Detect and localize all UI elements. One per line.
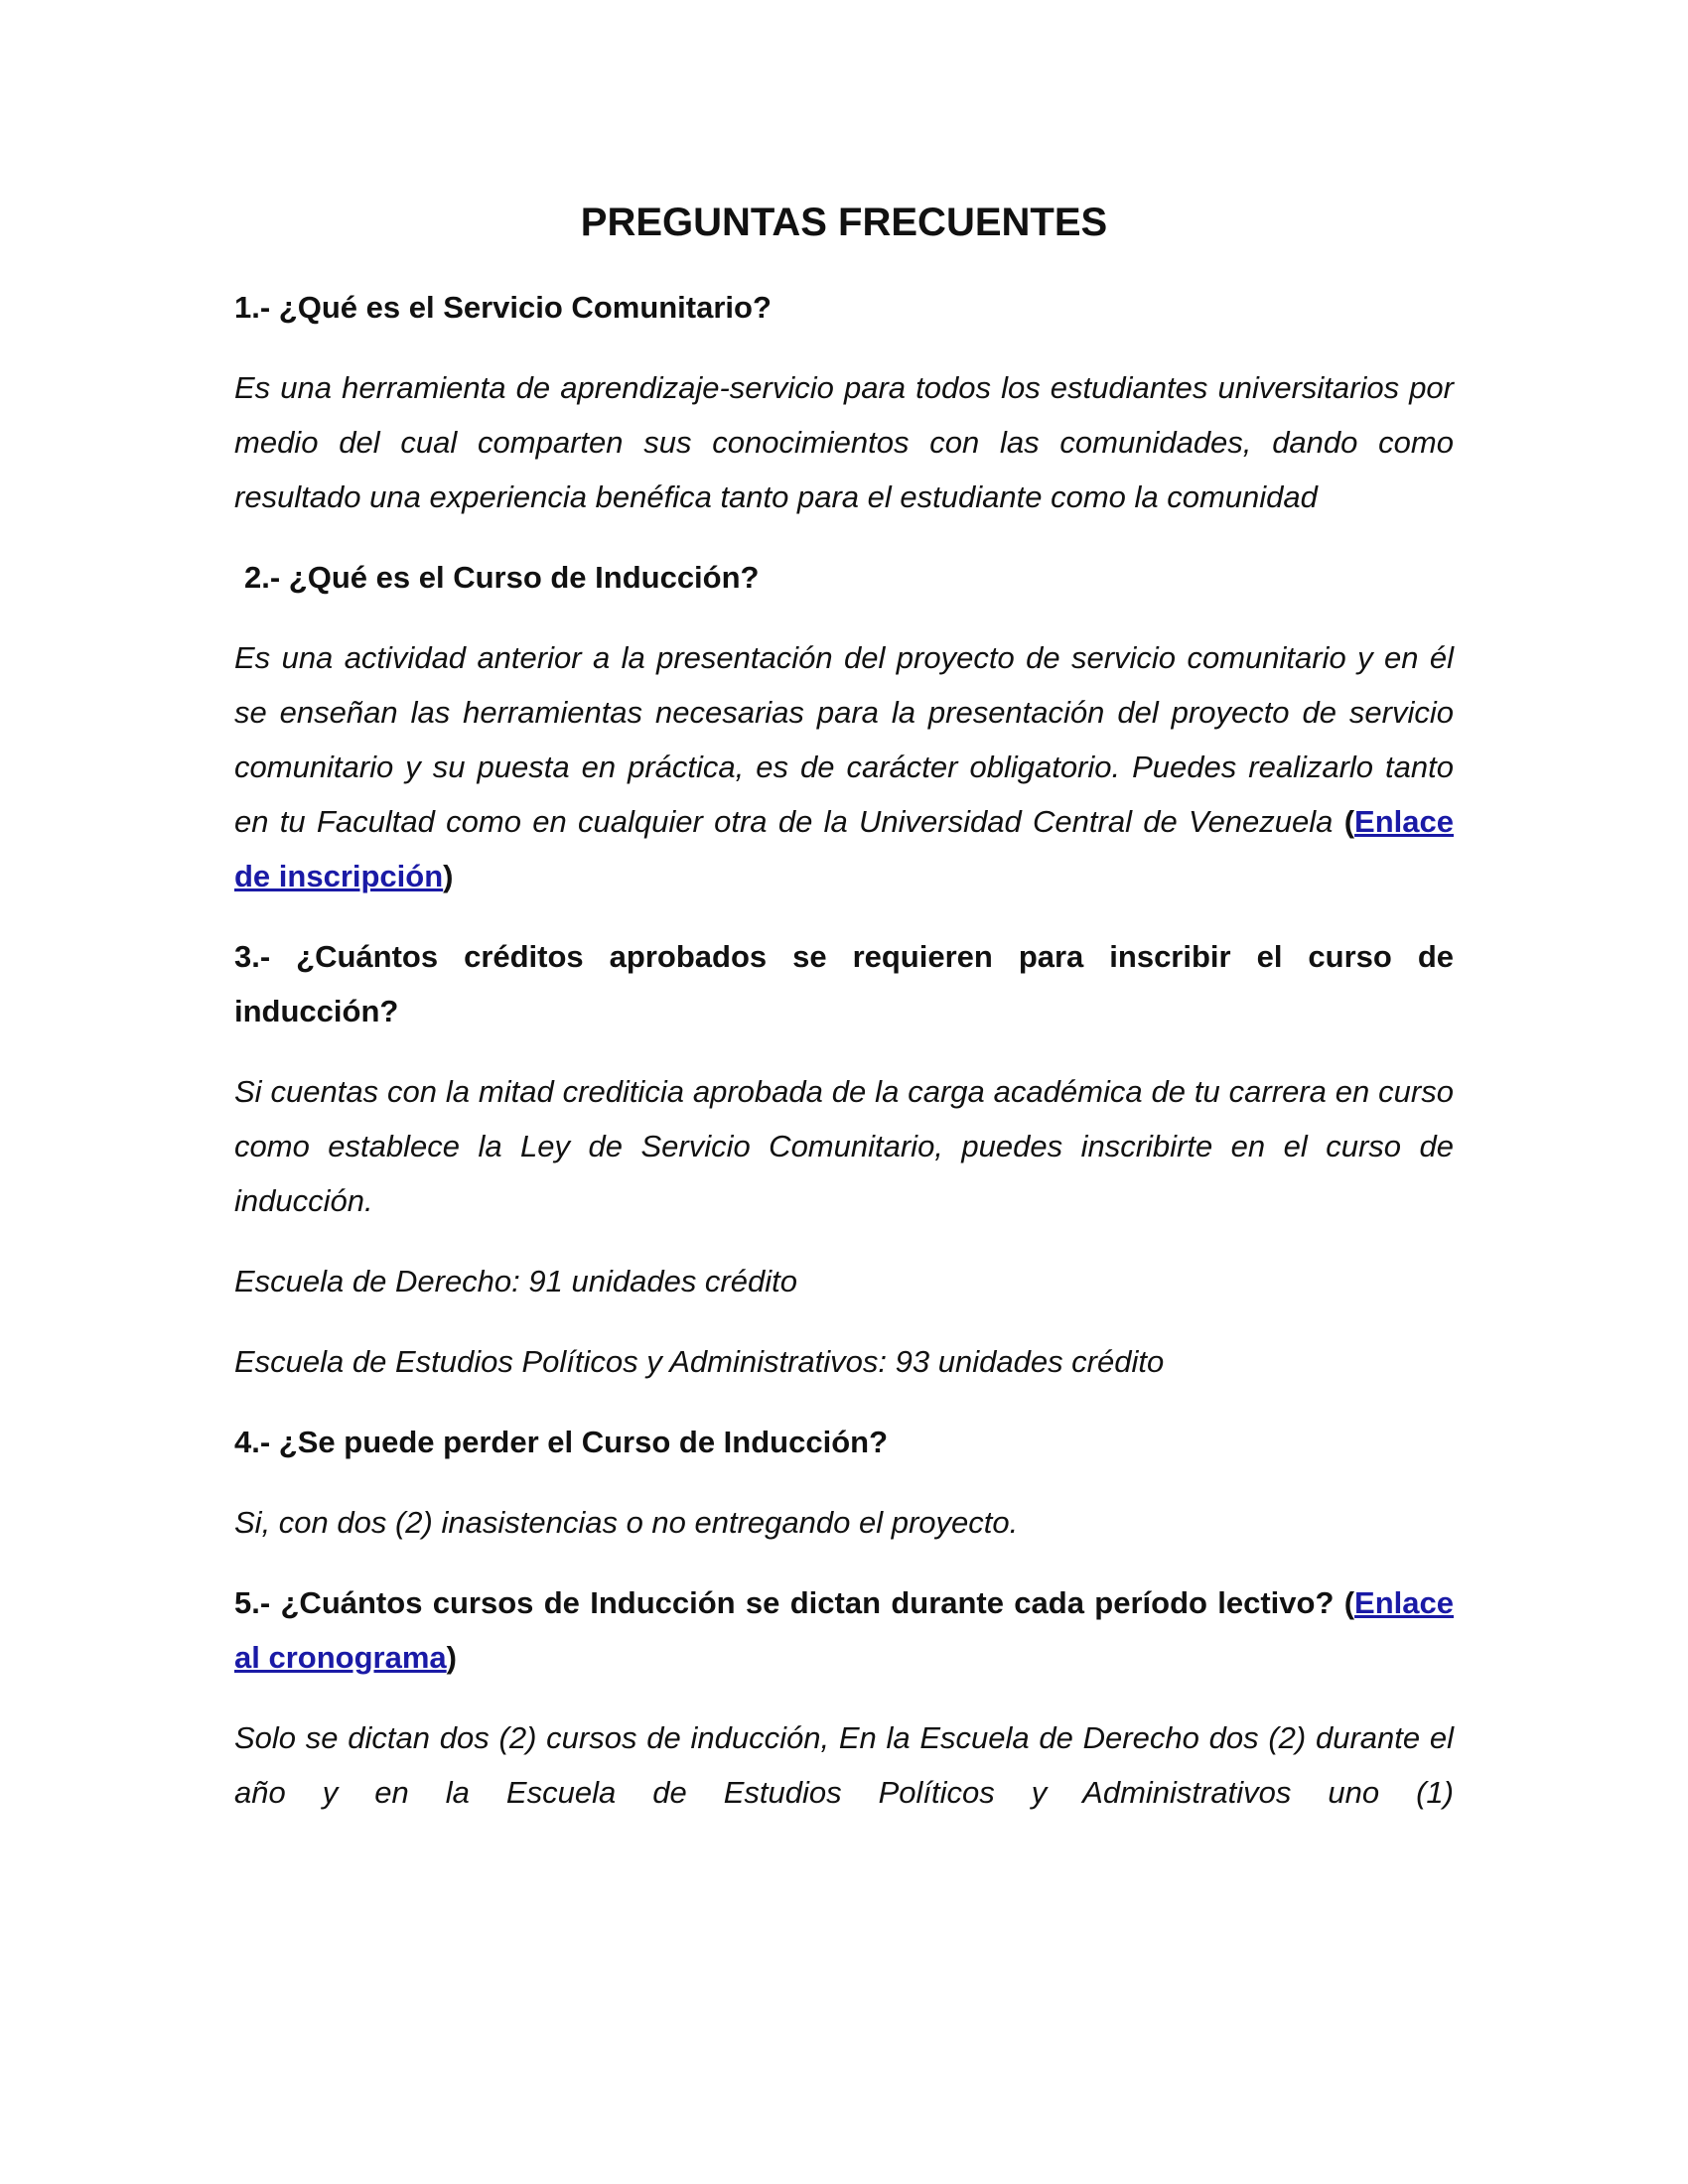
question-1: 1.- ¿Qué es el Servicio Comunitario?: [234, 290, 772, 325]
answer-5: Solo se dictan dos (2) cursos de inducción, En la Escuela de Derecho dos (2) durante el año y en la Escuela de Estudios Políticos y Administrativos uno (1): [234, 1720, 1454, 1810]
inscription-link[interactable]: Enlace de inscripción: [234, 804, 1454, 893]
answer-4: Si, con dos (2) inasistencias o no entregando el proyecto.: [234, 1505, 1019, 1540]
answer-3: Si cuentas con la mitad crediticia aprobada de la carga académica de tu carrera en curso como establece la Ley de Servicio Comunitario, puedes inscribirte en el curso de inducción.: [234, 1074, 1454, 1218]
open-paren: (: [1343, 804, 1355, 839]
answer-1: Es una herramienta de aprendizaje-servicio para todos los estudiantes universitarios por medio del cual comparten sus conocimientos con las comunidades, dando como resultado una experiencia benéfica tanto para el estudiante como la comunidad: [234, 370, 1454, 514]
question-5: 5.- ¿Cuántos cursos de Inducción se dictan durante cada período lectivo? (Enlace al cronograma): [234, 1585, 1454, 1675]
answer-2: [234, 630, 1454, 903]
question-2: 2.- ¿Qué es el Curso de Inducción?: [244, 560, 760, 595]
close-paren: ): [443, 859, 454, 893]
answer-2-text: Es una actividad anterior a la presentación del proyecto de servicio comunitario y en él se enseñan las herramientas necesarias para la presentación del proyecto de servicio comunitario y su puesta en práctica, es de carácter obligatorio. Puedes realizarlo tanto en tu Facultad como en cualquier otra de la Universidad Central de Venezuela: [234, 640, 1454, 839]
question-5-text: 5.- ¿Cuántos cursos de Inducción se dictan durante cada período lectivo?: [234, 1585, 1335, 1620]
credits-estudios-politicos: Escuela de Estudios Políticos y Administrativos: 93 unidades crédito: [234, 1344, 1165, 1379]
faq-document: [234, 195, 1454, 1845]
question-3: 3.- ¿Cuántos créditos aprobados se requieren para inscribir el curso de inducción?: [234, 939, 1454, 1028]
credits-derecho: Escuela de Derecho: 91 unidades crédito: [234, 1264, 797, 1298]
schedule-link[interactable]: Enlace al cronograma: [234, 1585, 1454, 1675]
page-title: PREGUNTAS FRECUENTES: [580, 201, 1108, 244]
question-4: 4.- ¿Se puede perder el Curso de Inducción?: [234, 1425, 889, 1459]
